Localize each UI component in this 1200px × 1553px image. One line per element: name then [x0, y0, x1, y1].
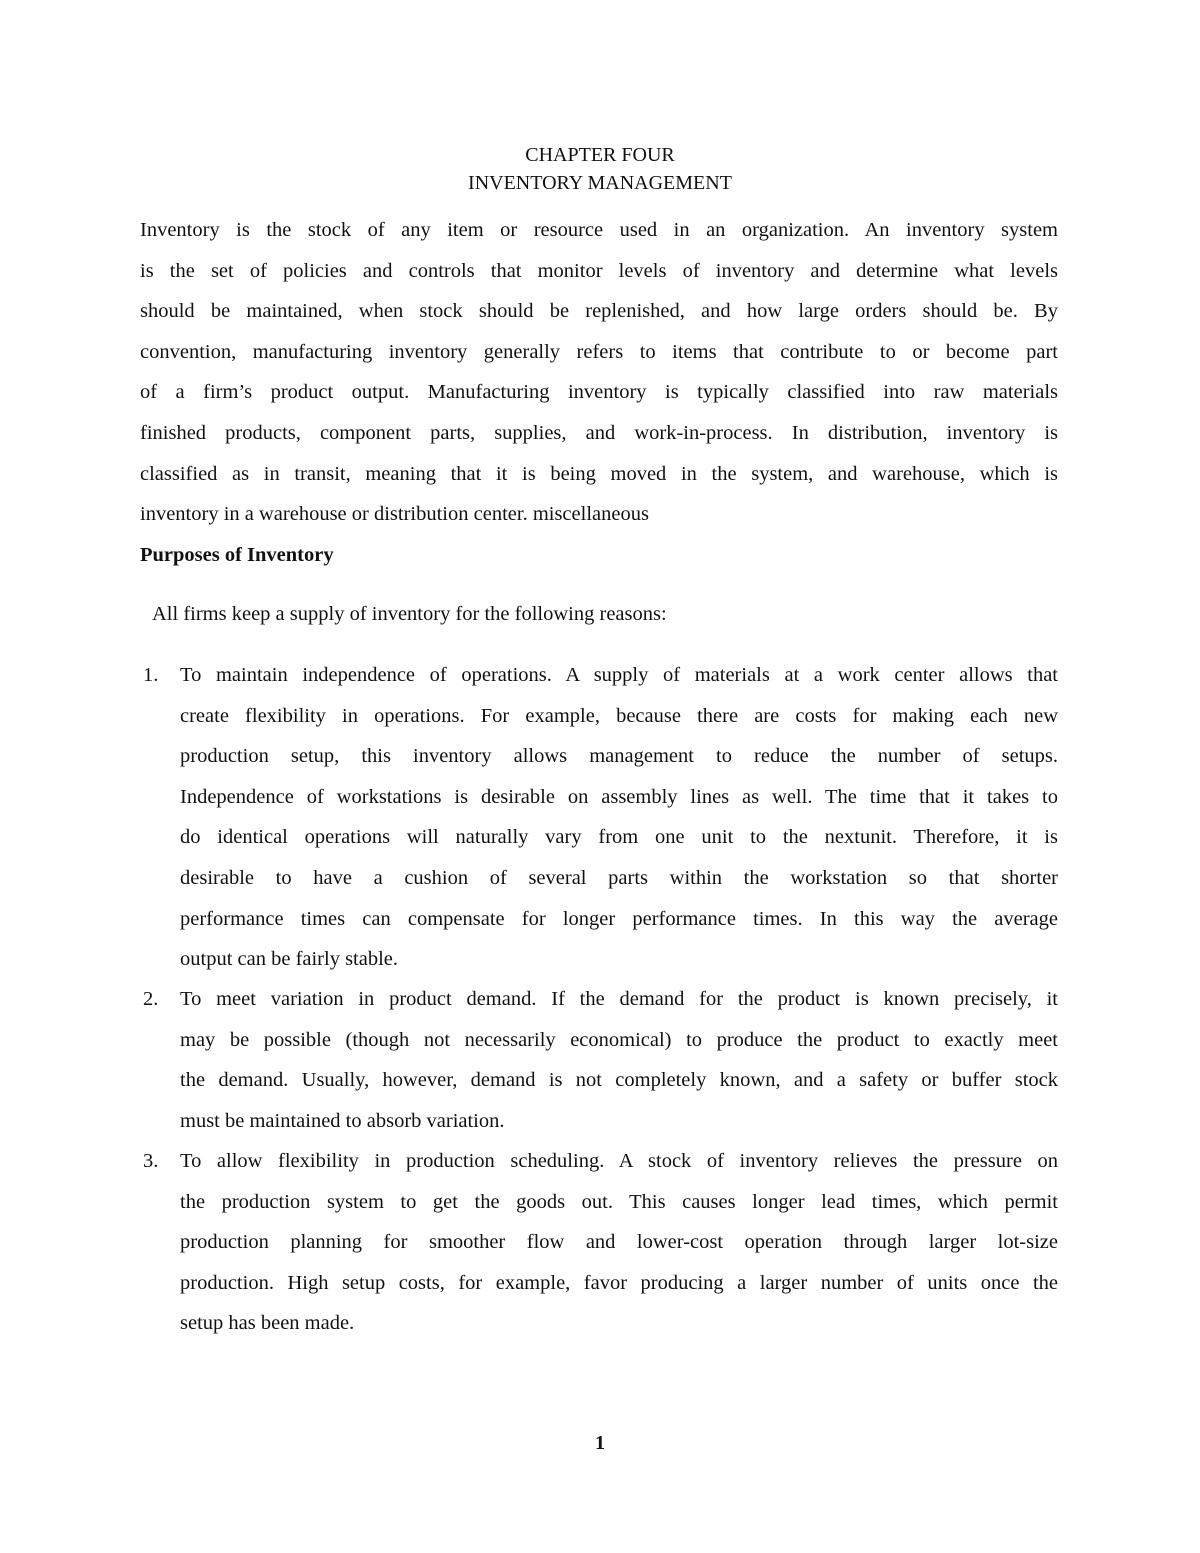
chapter-number: CHAPTER FOUR: [525, 144, 675, 166]
paragraph-line: convention, manufacturing inventory generally refers to items that contribute to or become part: [140, 340, 1058, 363]
page-number: 1: [595, 1432, 605, 1454]
list-item-line: the production system to get the goods out. This causes longer lead times, which permit: [180, 1190, 1058, 1213]
list-item-line: production setup, this inventory allows management to reduce the number of setups.: [180, 745, 1058, 768]
list-item-line: may be possible (though not necessarily economical) to produce the product to exactly meet: [180, 1028, 1058, 1051]
list-item-line: create flexibility in operations. For example, because there are costs for making each new: [180, 704, 1058, 727]
list-number: 1.: [143, 664, 159, 686]
list-item-line: desirable to have a cushion of several parts within the workstation so that shorter: [180, 867, 1058, 889]
paragraph-line: classified as in transit, meaning that it is being moved in the system, and warehouse, which is: [140, 462, 1058, 485]
paragraph-line: of a firm’s product output. Manufacturing inventory is typically classified into raw materials: [140, 381, 1058, 404]
list-item-line: setup has been made.: [180, 1312, 355, 1335]
list-item-line: To maintain independence of operations. A supply of materials at a work center allows that: [180, 664, 1058, 686]
list-number: 2.: [143, 988, 159, 1010]
paragraph-line: should be maintained, when stock should be replenished, and how large orders should be. By: [140, 300, 1058, 323]
list-item-line: output can be fairly stable.: [180, 948, 399, 971]
list-item-line: production. High setup costs, for example, favor producing a larger number of units once the: [180, 1271, 1058, 1294]
list-item-line: the demand. Usually, however, demand is not completely known, and a safety or buffer stock: [180, 1069, 1058, 1092]
paragraph-line: is the set of policies and controls that monitor levels of inventory and determine what levels: [140, 259, 1058, 282]
list-number: 3.: [143, 1150, 159, 1172]
list-item-line: To allow flexibility in production scheduling. A stock of inventory relieves the pressure on: [180, 1150, 1058, 1172]
paragraph-line: inventory in a warehouse or distribution center. miscellaneous: [140, 503, 649, 526]
section-heading: Purposes of Inventory: [140, 544, 334, 566]
list-item-line: do identical operations will naturally vary from one unit to the nextunit. Therefore, it is: [180, 826, 1058, 849]
list-item-line: performance times can compensate for longer performance times. In this way the average: [180, 907, 1058, 930]
list-item-line: Independence of workstations is desirable on assembly lines as well. The time that it takes to: [180, 785, 1058, 808]
list-item-line: production planning for smoother flow and lower-cost operation through larger lot-size: [180, 1231, 1058, 1254]
paragraph-line: Inventory is the stock of any item or resource used in an organization. An inventory system: [140, 219, 1058, 241]
list-item-line: To meet variation in product demand. If the demand for the product is known precisely, it: [180, 988, 1058, 1010]
paragraph-line: finished products, component parts, supplies, and work-in-process. In distribution, inventory is: [140, 422, 1058, 444]
list-item-line: must be maintained to absorb variation.: [180, 1109, 505, 1132]
chapter-title: INVENTORY MANAGEMENT: [468, 172, 732, 194]
lead-sentence: All firms keep a supply of inventory for the following reasons:: [152, 603, 667, 625]
